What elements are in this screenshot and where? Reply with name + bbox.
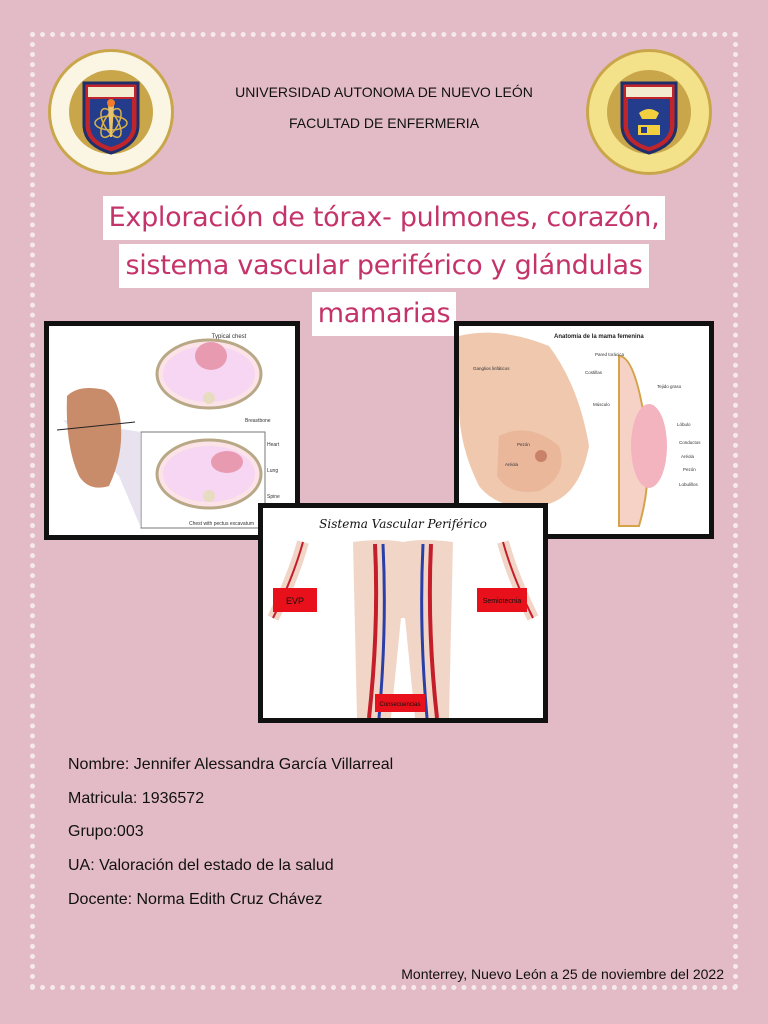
student-matricula: Matricula: 1936572 — [68, 790, 205, 807]
title-line-1: Exploración de tórax- pulmones, corazón, — [103, 196, 666, 240]
student-ua: UA: Valoración del estado de la salud — [68, 857, 334, 874]
chest-label-spine: Spine — [267, 494, 280, 500]
breast-label-6: Conductos — [679, 440, 701, 445]
chest-label-lung: Lung — [267, 468, 279, 474]
breast-label-8: Pezón — [683, 467, 696, 472]
breast-label-9: Lobulillos — [679, 482, 698, 487]
vascular-tag-consecuencias: Consecuencias — [379, 702, 421, 708]
vascular-tag-evp: EVP — [285, 596, 305, 606]
breast-label-0: Pared torácica — [595, 352, 625, 357]
student-name: Nombre: Jennifer Alessandra García Villarreal — [68, 756, 394, 773]
chest-label-breastbone: Breastbone — [245, 418, 271, 424]
breast-figure-title: Anatomía de la mama femenina — [554, 334, 644, 340]
vascular-figure-title: Sistema Vascular Periférico — [319, 517, 487, 531]
chest-label-top: Typical chest — [211, 334, 247, 340]
breast-label-4: Músculo — [593, 402, 610, 407]
student-grupo: Grupo:003 — [68, 823, 144, 840]
breast-label-5: Lóbulo — [677, 422, 691, 427]
breast-label-11: Aréola — [505, 462, 519, 467]
place-date-footer: Monterrey, Nuevo León a 25 de noviembre del 2022 — [401, 966, 724, 982]
breast-label-1: Costillas — [585, 370, 603, 375]
breast-label-10: Pezón — [517, 442, 530, 447]
breast-label-2: Ganglios linfáticos — [473, 366, 510, 371]
faculty-name: FACULTAD DE ENFERMERIA — [288, 115, 480, 131]
chest-caption: Chest with pectus excavatum — [189, 521, 255, 527]
breast-label-7: Aréola — [681, 454, 695, 459]
chest-label-heart: Heart — [267, 442, 280, 448]
vascular-system-figure — [258, 503, 548, 723]
title-line-2: sistema vascular periférico y glándulas — [119, 244, 648, 288]
title-line-3: mamarias — [312, 292, 457, 336]
fac-enfermeria-seal-right — [584, 47, 714, 177]
university-name: UNIVERSIDAD AUTONOMA DE NUEVO LEÓN — [235, 84, 533, 100]
breast-label-3: Tejido graso — [657, 384, 682, 389]
document-title — [0, 196, 768, 340]
uanl-seal-left — [46, 47, 176, 177]
student-docente: Docente: Norma Edith Cruz Chávez — [68, 891, 323, 908]
vascular-tag-semiotecnia: Semiotecnia — [482, 598, 522, 605]
